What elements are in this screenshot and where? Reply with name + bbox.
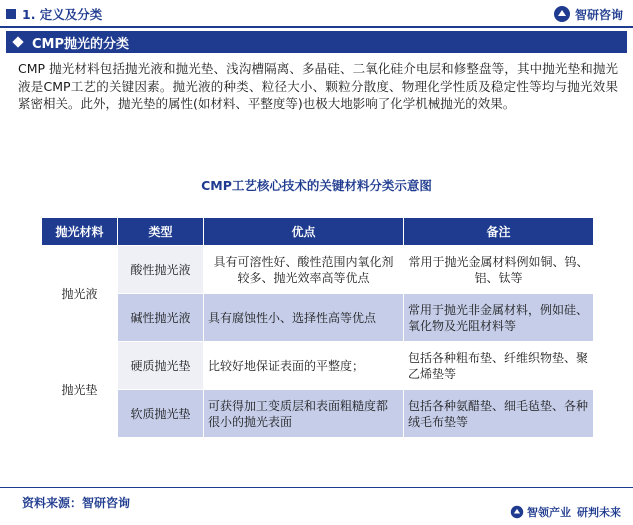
footer-brand [510,504,621,520]
brand-name: 智研咨询 [574,7,623,22]
header-type: 类型 [118,218,204,246]
brand [553,5,623,23]
advantage-acidic-liquid: 具有可溶性好、酸性范围内氧化剂较多、抛光效率高等优点 [204,246,404,294]
material-polishing-liquid: 抛光液 [42,246,118,342]
advantage-hard-pad: 比较好地保证表面的平整度； [204,342,404,390]
square-bullet-icon [6,9,16,19]
heading-bar [6,31,627,53]
diamond-icon [12,36,23,47]
header-material: 抛光材料 [42,218,118,246]
note-soft-pad: 包括各种氨醋垫、细毛毡垫、各种绒毛布垫等 [404,390,594,438]
top-bar [0,0,633,28]
heading-title: CMP抛光的分类 [32,36,130,52]
section-label-text: 1. 定义及分类 [22,7,103,22]
source-text: 资料来源：智研咨询 [22,496,131,510]
intro-paragraph: CMP 抛光材料包括抛光液和抛光垫、浅沟槽隔离、多晶硅、二氧化硅介电层和修整盘等，其中抛光垫和抛光液是CMP工艺的关键因素。抛光液的种类、粒径大小、颗粒分散度、物理化学性质及稳定性等均与抛光效果紧密相关。此外，抛光垫的属性(如材料、平整度等)也极大地影响了化学机械抛光的效果。 [18,61,618,111]
footer-brand-left: 智领产业 [527,506,571,519]
footer-brand-right: 研判未来 [577,506,621,519]
header-note: 备注 [404,218,594,246]
header-advantage: 优点 [204,218,404,246]
advantage-soft-pad: 可获得加工变质层和表面粗糙度都很小的抛光表面 [204,390,404,438]
advantage-alkaline-liquid: 具有腐蚀性小、选择性高等优点 [204,294,404,342]
material-polishing-pad: 抛光垫 [42,342,118,438]
type-hard-pad: 硬质抛光垫 [118,342,204,390]
type-acidic-liquid: 酸性抛光液 [118,246,204,294]
type-alkaline-liquid: 碱性抛光液 [118,294,204,342]
table-title: CMP工艺核心技术的关键材料分类示意图 [201,178,432,193]
brand-logo-icon [553,5,571,23]
footer-divider [0,487,633,488]
note-acidic-liquid: 常用于抛光金属材料例如铜、钨、铝、钛等 [404,246,594,294]
note-alkaline-liquid: 常用于抛光非金属材料，例如硅、氧化物及光阻材料等 [404,294,594,342]
type-soft-pad: 软质抛光垫 [118,390,204,438]
classification-table [42,218,594,438]
footer-logo-icon [510,505,524,519]
note-hard-pad: 包括各种粗布垫、纤维织物垫、聚乙烯垫等 [404,342,594,390]
section-label [6,5,102,23]
